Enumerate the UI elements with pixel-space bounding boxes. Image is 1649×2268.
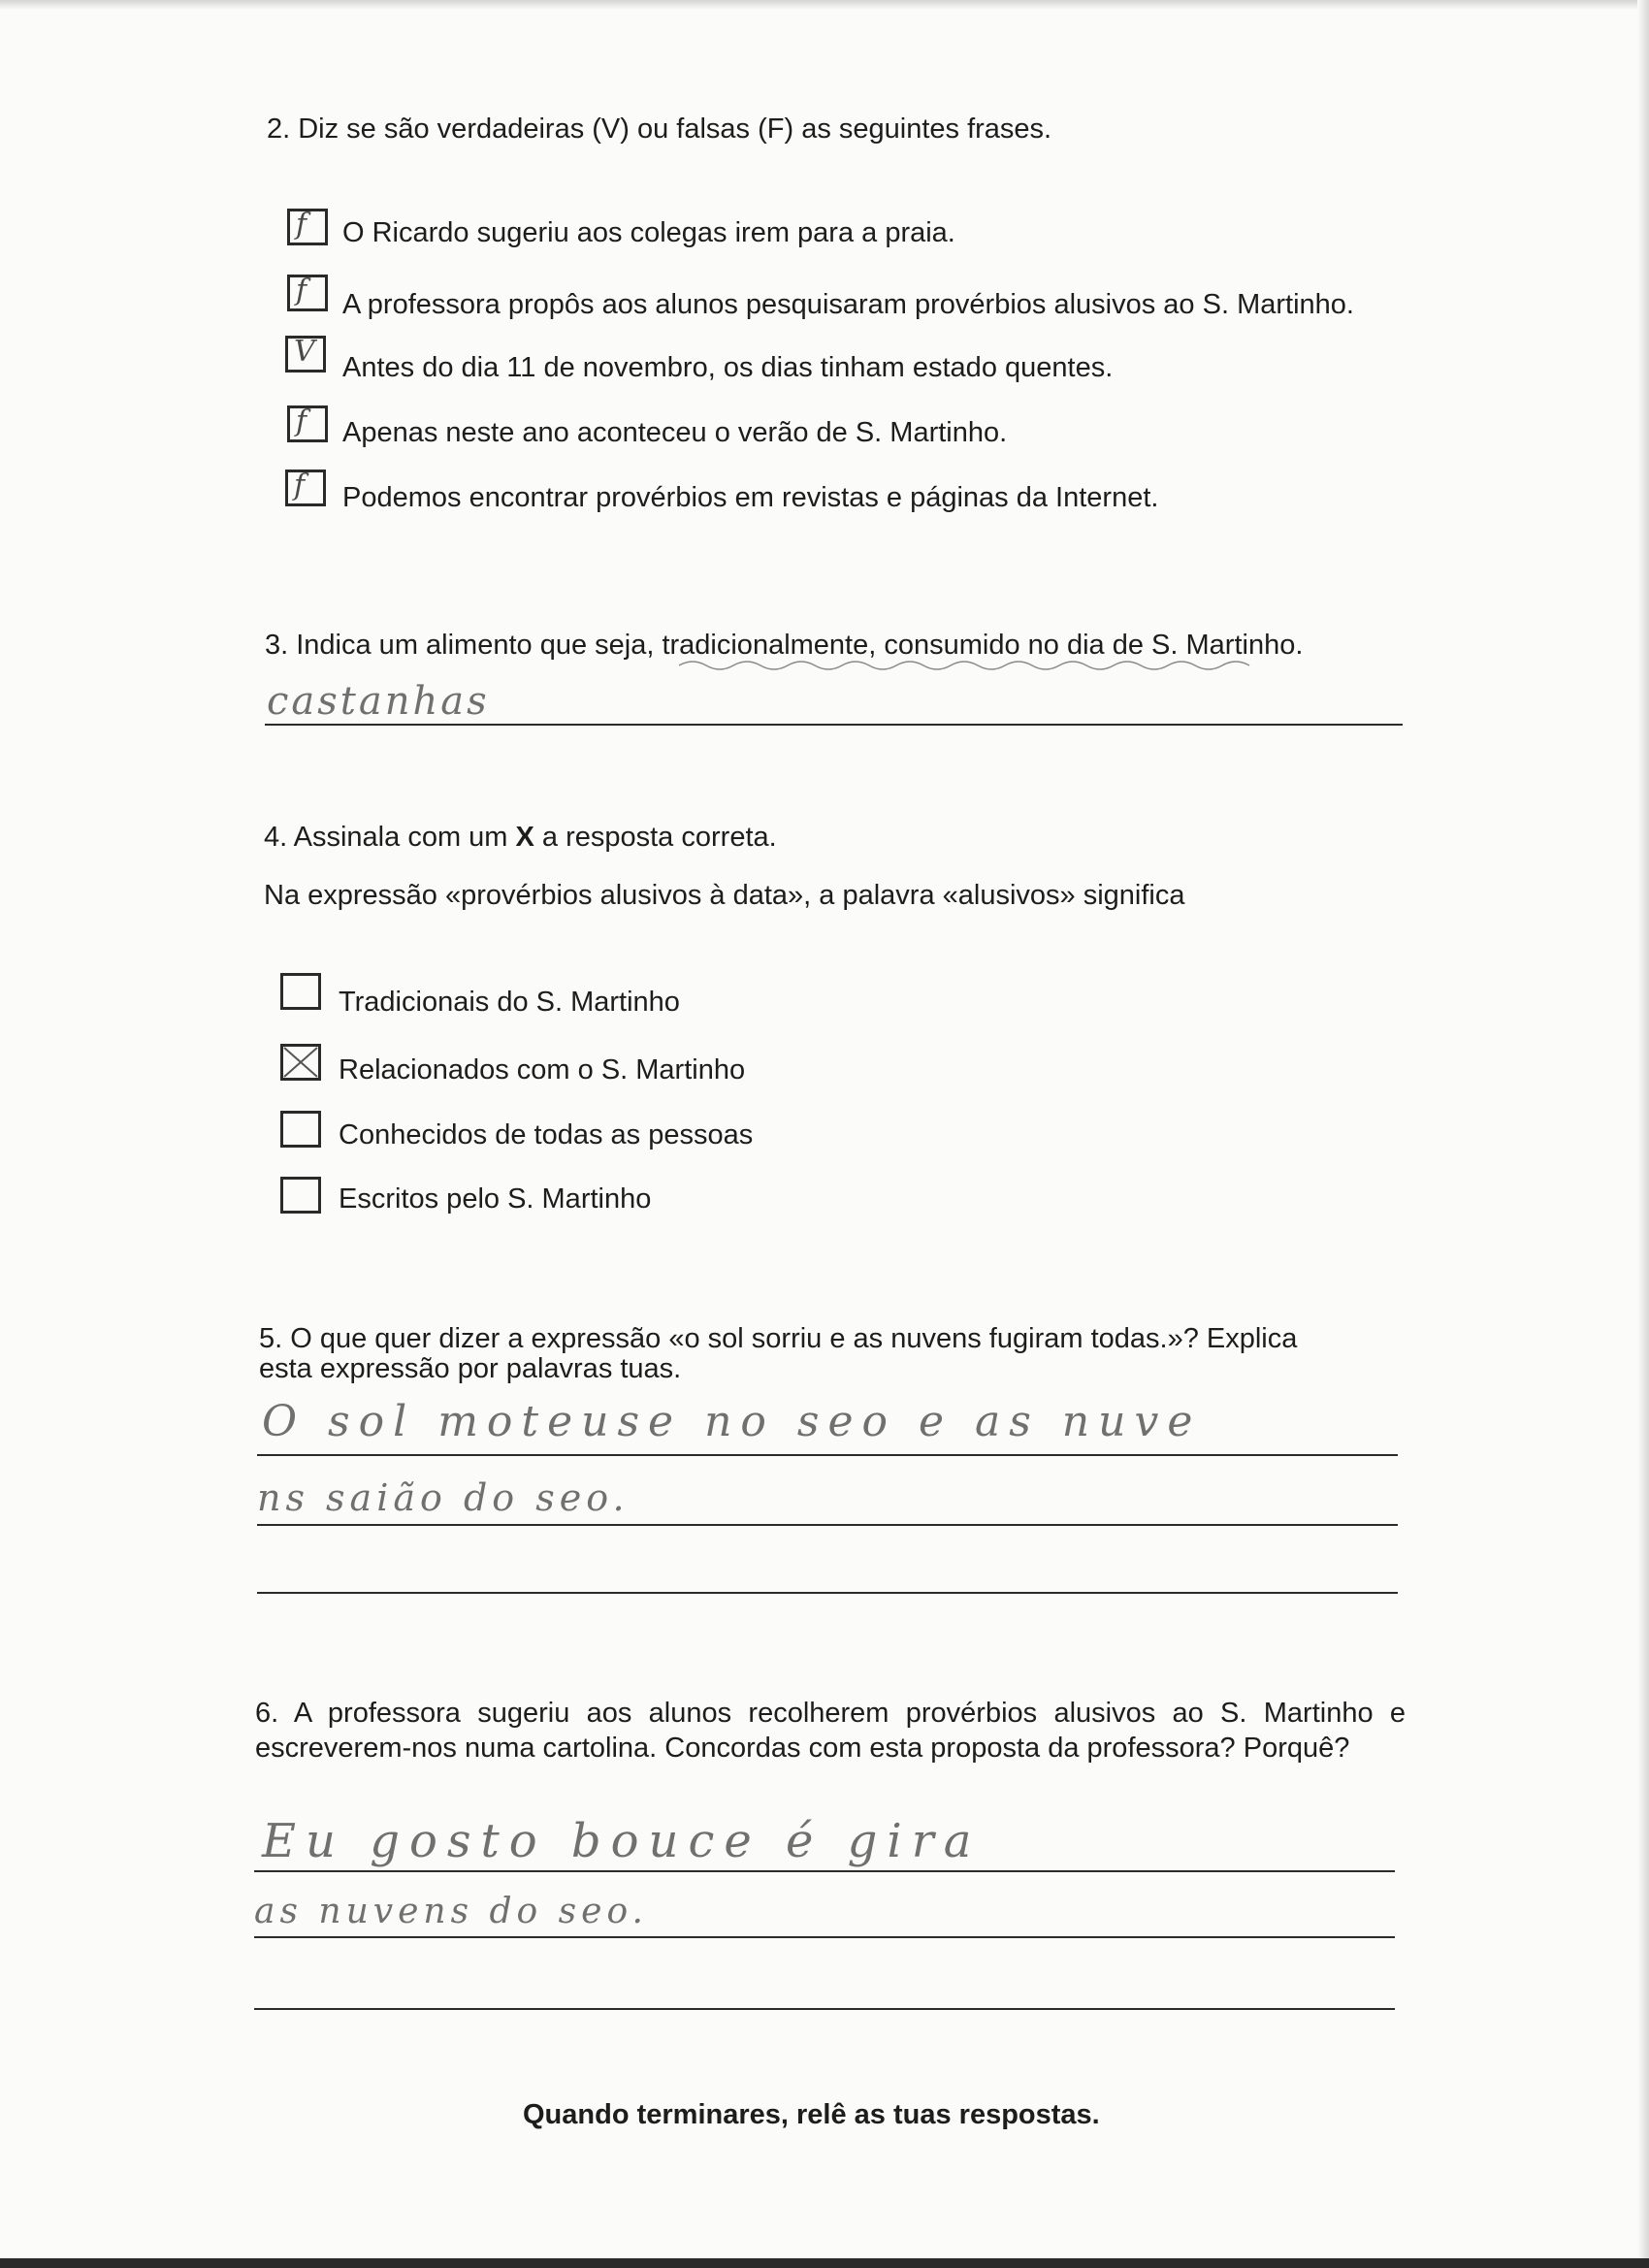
pencil-scribble: [679, 652, 1358, 675]
question-3-answer[interactable]: castanhas: [267, 679, 490, 724]
answer-line: [257, 1524, 1398, 1526]
question-5-answer-line-1[interactable]: O sol moteuse no seo e as nuve: [262, 1397, 1202, 1446]
scan-bottom-edge: [0, 2258, 1649, 2268]
answer-line: [257, 1454, 1398, 1456]
question-5-prompt-line-2: esta expressão por palavras tuas.: [259, 1353, 682, 1384]
answer-line: [254, 1936, 1395, 1938]
x-mark-icon: [280, 1044, 321, 1081]
option-label: Escritos pelo S. Martinho: [339, 1183, 652, 1215]
answer-line: [257, 1592, 1398, 1594]
question-5-answer-line-2[interactable]: ns saião do seo.: [257, 1476, 630, 1519]
question-3-prompt: 3. Indica um alimento que seja, tradicionalmente, consumido no dia de S. Martinho.: [265, 630, 1304, 661]
statement-text: A professora propôs aos alunos pesquisaram provérbios alusivos ao S. Martinho.: [342, 289, 1354, 320]
option-label: Conhecidos de todas as pessoas: [339, 1119, 754, 1150]
checkbox[interactable]: [280, 1111, 321, 1148]
question-2-prompt: 2. Diz se são verdadeiras (V) ou falsas (F) as seguintes frases.: [267, 113, 1052, 145]
true-false-box[interactable]: V: [285, 336, 326, 373]
question-4-subprompt: Na expressão «provérbios alusivos à data», a palavra «alusivos» significa: [264, 880, 1185, 911]
question-6-answer-line-1[interactable]: Eu gosto bouce é gira: [262, 1814, 982, 1868]
closing-instruction: Quando terminares, relê as tuas respostas.: [523, 2099, 1100, 2130]
answer-line: [254, 1870, 1395, 1872]
true-false-box[interactable]: f: [285, 470, 326, 506]
question-6-prompt: 6. A professora sugeriu aos alunos recolherem provérbios alusivos ao S. Martinho e escreverem-nos numa cartolina. Concordas com esta proposta da professora? Porquê?: [255, 1698, 1406, 1764]
option-label: Tradicionais do S. Martinho: [339, 987, 680, 1018]
question-6-answer-line-2[interactable]: as nuvens do seo.: [254, 1892, 648, 1931]
statement-text: Podemos encontrar provérbios em revistas e páginas da Internet.: [342, 482, 1159, 513]
answer-line: [254, 2008, 1395, 2010]
checkbox[interactable]: [280, 973, 321, 1010]
statement-text: Antes do dia 11 de novembro, os dias tinham estado quentes.: [342, 352, 1114, 383]
question-4-prompt: 4. Assinala com um X a resposta correta.: [264, 822, 777, 853]
statement-text: O Ricardo sugeriu aos colegas irem para a praia.: [342, 217, 955, 248]
statement-text: Apenas neste ano aconteceu o verão de S. Martinho.: [342, 417, 1008, 448]
true-false-box[interactable]: f: [287, 209, 328, 245]
true-false-box[interactable]: f: [287, 405, 328, 442]
answer-line: [265, 724, 1403, 726]
true-false-box[interactable]: f: [287, 275, 328, 311]
checkbox-checked[interactable]: [280, 1044, 321, 1081]
checkbox[interactable]: [280, 1177, 321, 1214]
scan-right-edge: [1637, 0, 1649, 2268]
scan-top-edge: [0, 0, 1649, 10]
question-5-prompt-line-1: 5. O que quer dizer a expressão «o sol sorriu e as nuvens fugiram todas.»? Explica: [259, 1323, 1298, 1354]
option-label: Relacionados com o S. Martinho: [339, 1054, 746, 1085]
